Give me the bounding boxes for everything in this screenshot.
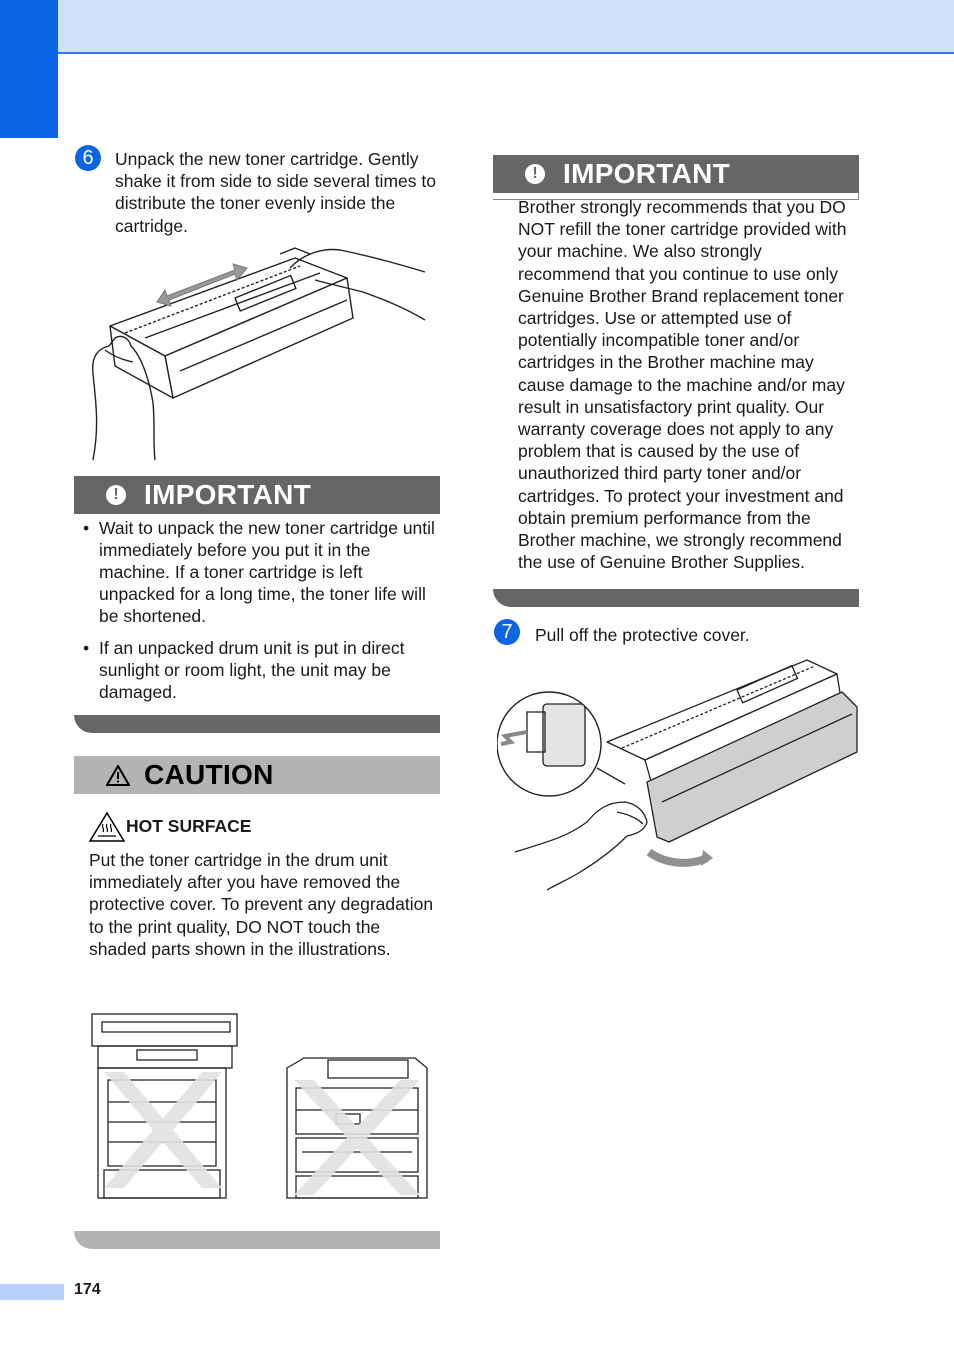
- hot-surface-label: HOT SURFACE: [126, 816, 252, 836]
- exclamation-icon: !: [106, 485, 126, 505]
- step-6-badge: 6: [75, 145, 101, 171]
- exclamation-icon: !: [525, 164, 545, 184]
- important-right-title: IMPORTANT: [563, 158, 731, 189]
- important-right-end-bar: [493, 589, 859, 607]
- hot-parts-illustration: [82, 1010, 432, 1205]
- step-6-text: Unpack the new toner cartridge. Gently shake it from side to side several times to distribute the toner evenly inside the cartridge.: [115, 149, 436, 236]
- important-right-banner: [493, 155, 859, 193]
- shake-cartridge-illustration: [85, 238, 435, 463]
- caution-title: CAUTION: [144, 759, 274, 790]
- hot-surface-icon: [89, 812, 125, 842]
- step-7-text: Pull off the protective cover.: [535, 625, 750, 645]
- important-left-end-bar: [74, 715, 440, 733]
- caution-end-bar: [74, 1231, 440, 1249]
- remove-cover-illustration: [497, 652, 862, 892]
- warning-triangle-icon: [106, 765, 130, 786]
- important-left-list: [74, 517, 440, 713]
- page-number: 174: [74, 1281, 101, 1298]
- important-right-text: Brother strongly recommends that you DO NOT refill the toner cartridge provided with your machine. We also strongly recommend that you continue to use only Genuine Brother Brand replacement toner cartridges. Use or attempted use of potentially incompatible toner and/or cartridges in the Brother machine may cause damage to the machine and/or may result in unsatisfactory print quality. Our warranty coverage does not apply to any problem that is caused by the use of unauthorized third party toner and/or cartridges. To protect your investment and obtain premium performance from the Brother machine, we strongly recommend the use of Genuine Brother Supplies.: [518, 197, 847, 573]
- chapter-side-tab: [0, 0, 58, 138]
- header-band: [0, 0, 954, 54]
- step-7-badge: 7: [494, 619, 520, 645]
- list-item: • If an unpacked drum unit is put in direct sunlight or room light, the unit may be damaged.: [74, 637, 440, 703]
- caution-banner: [74, 756, 440, 794]
- caution-text: Put the toner cartridge in the drum unit immediately after you have removed the protective cover. To prevent any degradation to the print quality, DO NOT touch the shaded parts shown in the illustrations.: [89, 850, 434, 959]
- important-left-title: IMPORTANT: [144, 479, 312, 510]
- page-number-bar: [0, 1284, 64, 1300]
- important-left-banner: [74, 476, 440, 514]
- list-item: • Wait to unpack the new toner cartridge until immediately before you put it in the machine. If a toner cartridge is left unpacked for a long time, the toner life will be shortened.: [74, 517, 440, 627]
